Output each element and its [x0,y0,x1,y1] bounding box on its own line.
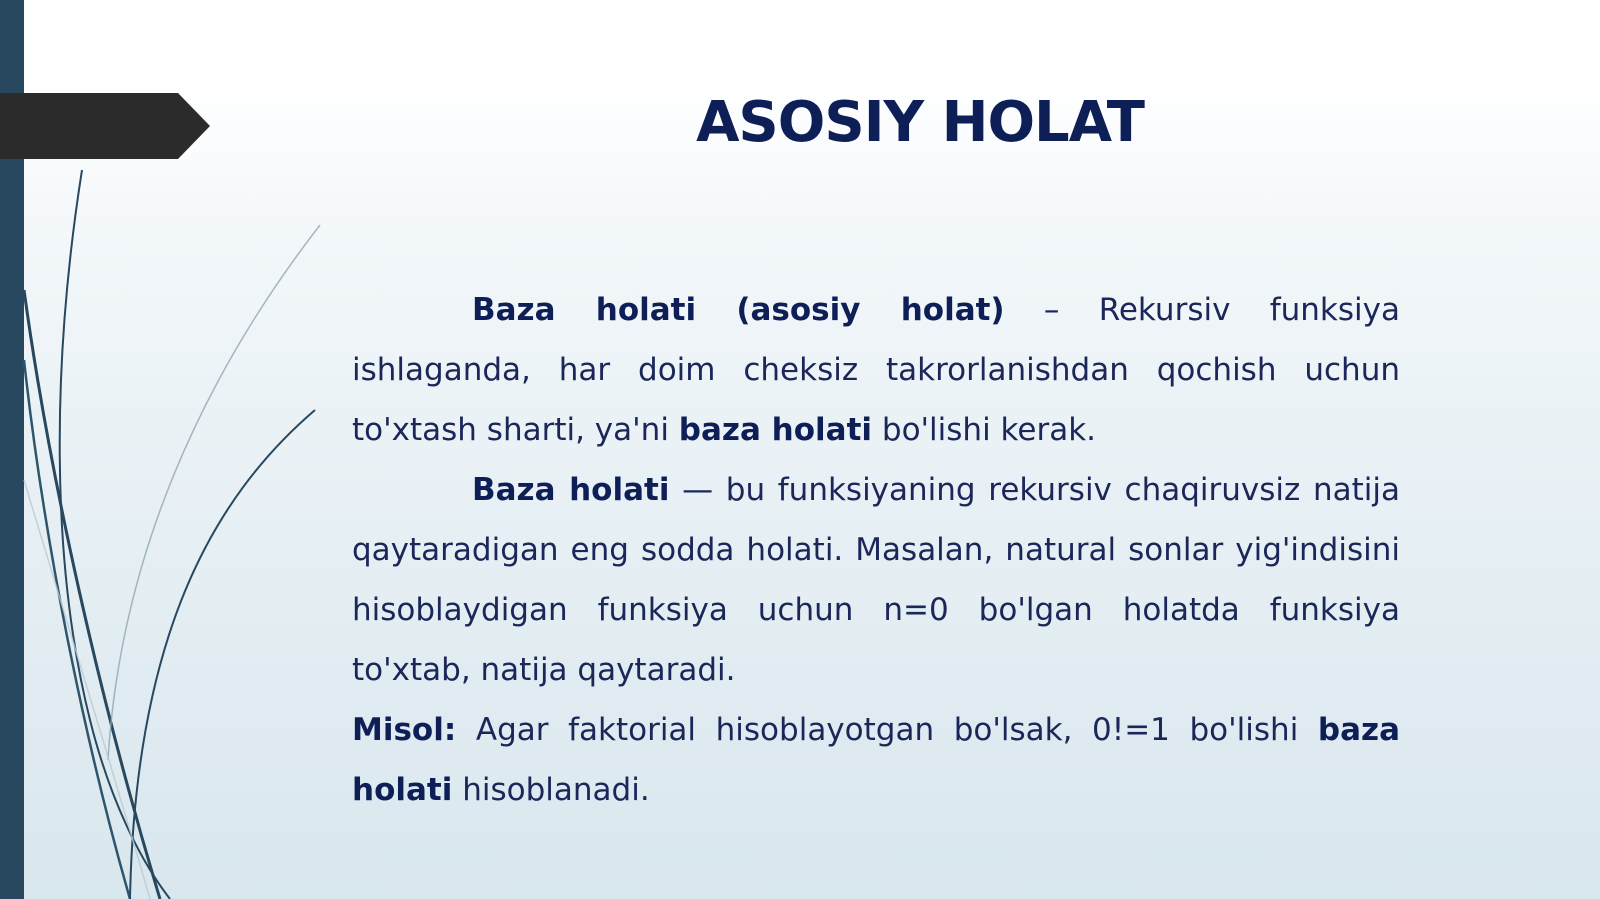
term-bold: Baza holati (asosiy holat) [472,292,1005,328]
paragraph-example [352,700,1400,820]
paragraph-text: hisoblanadi. [452,772,650,808]
term-bold: baza holati [678,412,873,448]
term-bold: baza holati [352,712,1400,808]
decorative-curves [0,0,360,899]
paragraph-text: bo'lishi kerak. [872,412,1097,448]
paragraph-base-case-definition [352,280,1400,460]
paragraph-text: Agar faktorial hisoblayotgan bo'lsak, 0!=1 bo'lishi [456,712,1318,748]
paragraph-text: — bu funksiyaning rekursiv chaqiruvsiz natija qaytaradigan eng sodda holati. Masalan, natural sonlar yig'indisini hisoblaydigan funksiya uchun n=0 bo'lgan holatda funksiya to'xtab, natija qaytaradi. [352,472,1400,688]
slide-body [352,280,1400,820]
example-label: Misol: [352,712,457,748]
term-bold: Baza holati [472,472,670,508]
paragraph-base-case-explanation [352,460,1400,700]
paragraph-text: – Rekursiv funksiya ishlaganda, har doim cheksiz takrorlanishdan qochish uchun to'xtash sharti, ya'ni [352,292,1400,448]
slide-title: ASOSIY HOLAT [696,90,1144,155]
